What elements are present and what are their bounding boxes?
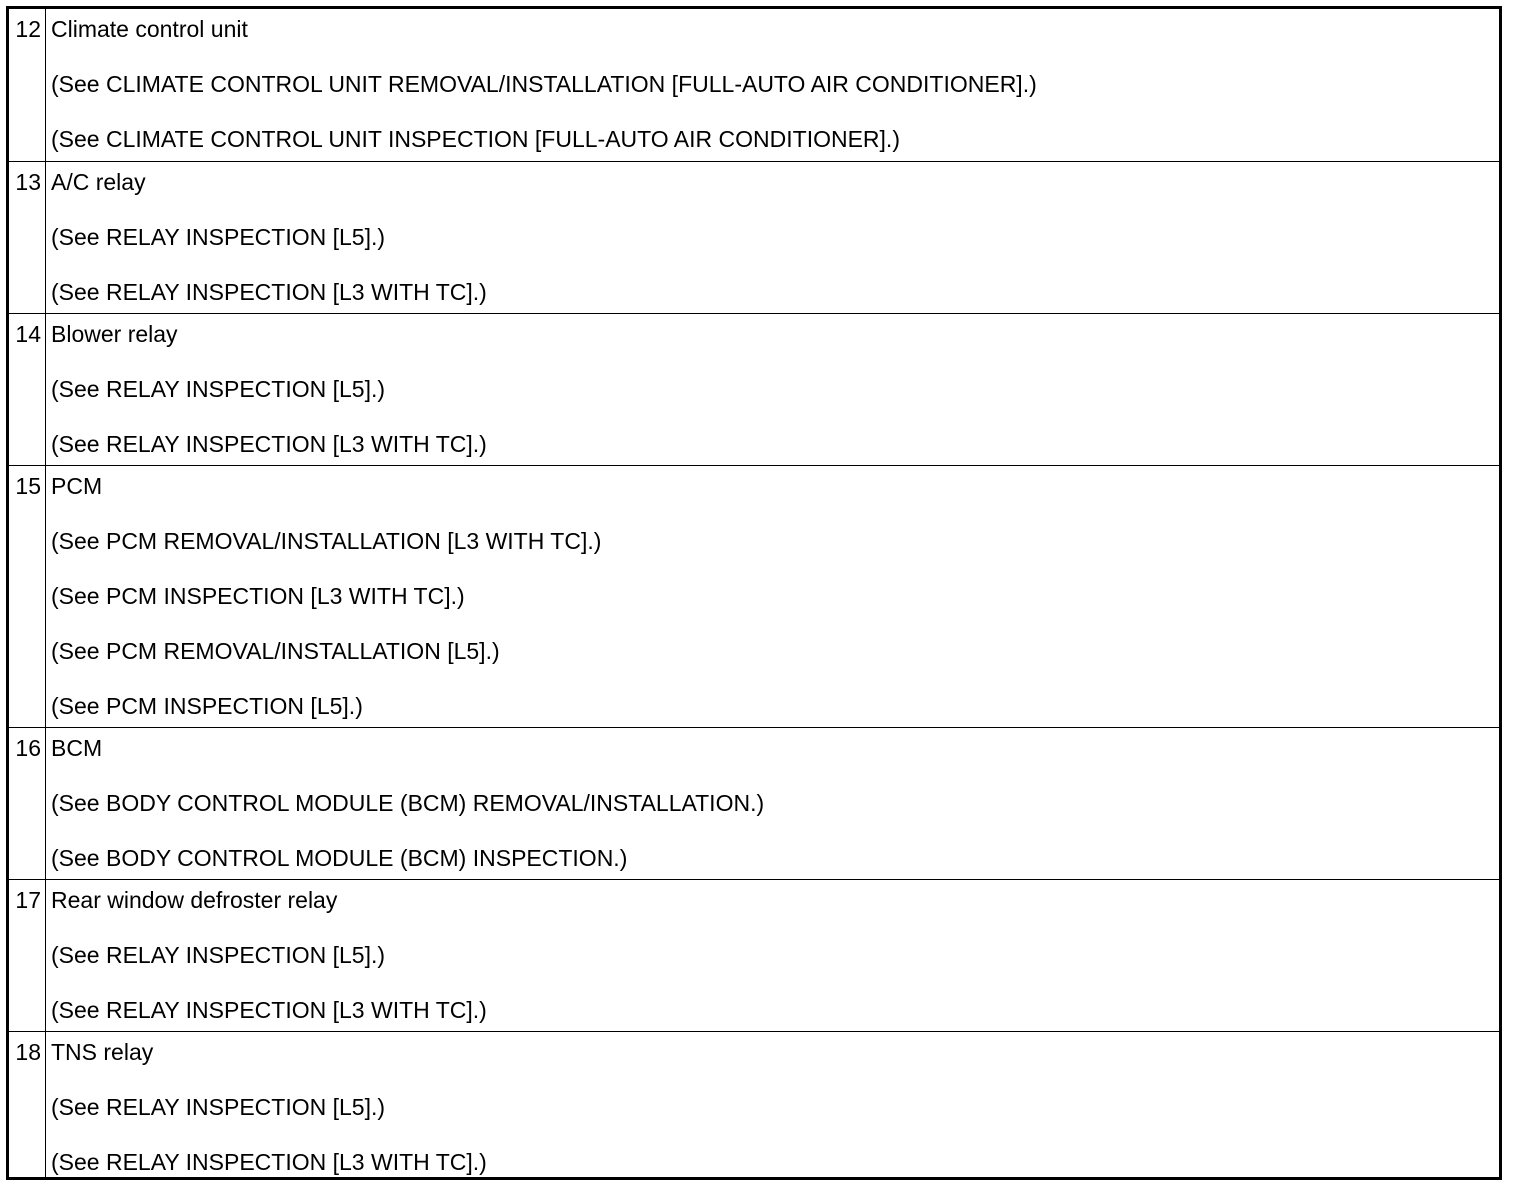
reference-link[interactable]: (See PCM REMOVAL/INSTALLATION [L3 WITH TC].): [51, 528, 602, 554]
reference-link[interactable]: (See RELAY INSPECTION [L5].): [51, 942, 386, 968]
table-row: [9, 727, 1499, 879]
row-number: 17: [9, 880, 46, 1031]
reference-link[interactable]: (See RELAY INSPECTION [L5].): [51, 224, 386, 250]
component-name: TNS relay: [51, 1039, 154, 1065]
reference-link[interactable]: (See RELAY INSPECTION [L3 WITH TC].): [51, 431, 487, 457]
reference-link[interactable]: (See BODY CONTROL MODULE (BCM) INSPECTION.): [51, 845, 628, 871]
component-name: BCM: [51, 735, 103, 761]
reference-link[interactable]: (See RELAY INSPECTION [L3 WITH TC].): [51, 279, 487, 305]
row-number: 15: [9, 466, 46, 727]
component-name: PCM: [51, 473, 103, 499]
table-row: [9, 9, 1499, 161]
reference-link[interactable]: (See RELAY INSPECTION [L3 WITH TC].): [51, 1149, 487, 1175]
row-content: [46, 1032, 1499, 1177]
component-table: [6, 6, 1502, 1180]
row-number: 14: [9, 314, 46, 465]
row-content: [46, 162, 1499, 313]
row-number: 12: [9, 9, 46, 161]
reference-link[interactable]: (See RELAY INSPECTION [L5].): [51, 1094, 386, 1120]
reference-link[interactable]: (See PCM REMOVAL/INSTALLATION [L5].): [51, 638, 500, 664]
table-row: [9, 313, 1499, 465]
table-row: [9, 161, 1499, 313]
row-content: [46, 728, 1499, 879]
reference-link[interactable]: (See CLIMATE CONTROL UNIT REMOVAL/INSTALLATION [FULL-AUTO AIR CONDITIONER].): [51, 71, 1037, 97]
reference-link[interactable]: (See PCM INSPECTION [L5].): [51, 693, 363, 719]
row-number: 16: [9, 728, 46, 879]
row-number: 13: [9, 162, 46, 313]
table-row: [9, 1031, 1499, 1177]
component-name: Blower relay: [51, 321, 178, 347]
row-content: [46, 314, 1499, 465]
reference-link[interactable]: (See CLIMATE CONTROL UNIT INSPECTION [FULL-AUTO AIR CONDITIONER].): [51, 126, 900, 152]
row-content: [46, 466, 1499, 727]
reference-link[interactable]: (See RELAY INSPECTION [L3 WITH TC].): [51, 997, 487, 1023]
reference-link[interactable]: (See PCM INSPECTION [L3 WITH TC].): [51, 583, 465, 609]
table-row: [9, 879, 1499, 1031]
row-content: [46, 880, 1499, 1031]
table-row: [9, 465, 1499, 727]
row-content: [46, 9, 1499, 161]
row-number: 18: [9, 1032, 46, 1177]
component-name: Rear window defroster relay: [51, 887, 338, 913]
reference-link[interactable]: (See BODY CONTROL MODULE (BCM) REMOVAL/INSTALLATION.): [51, 790, 765, 816]
component-name: A/C relay: [51, 169, 146, 195]
reference-link[interactable]: (See RELAY INSPECTION [L5].): [51, 376, 386, 402]
component-name: Climate control unit: [51, 16, 248, 42]
